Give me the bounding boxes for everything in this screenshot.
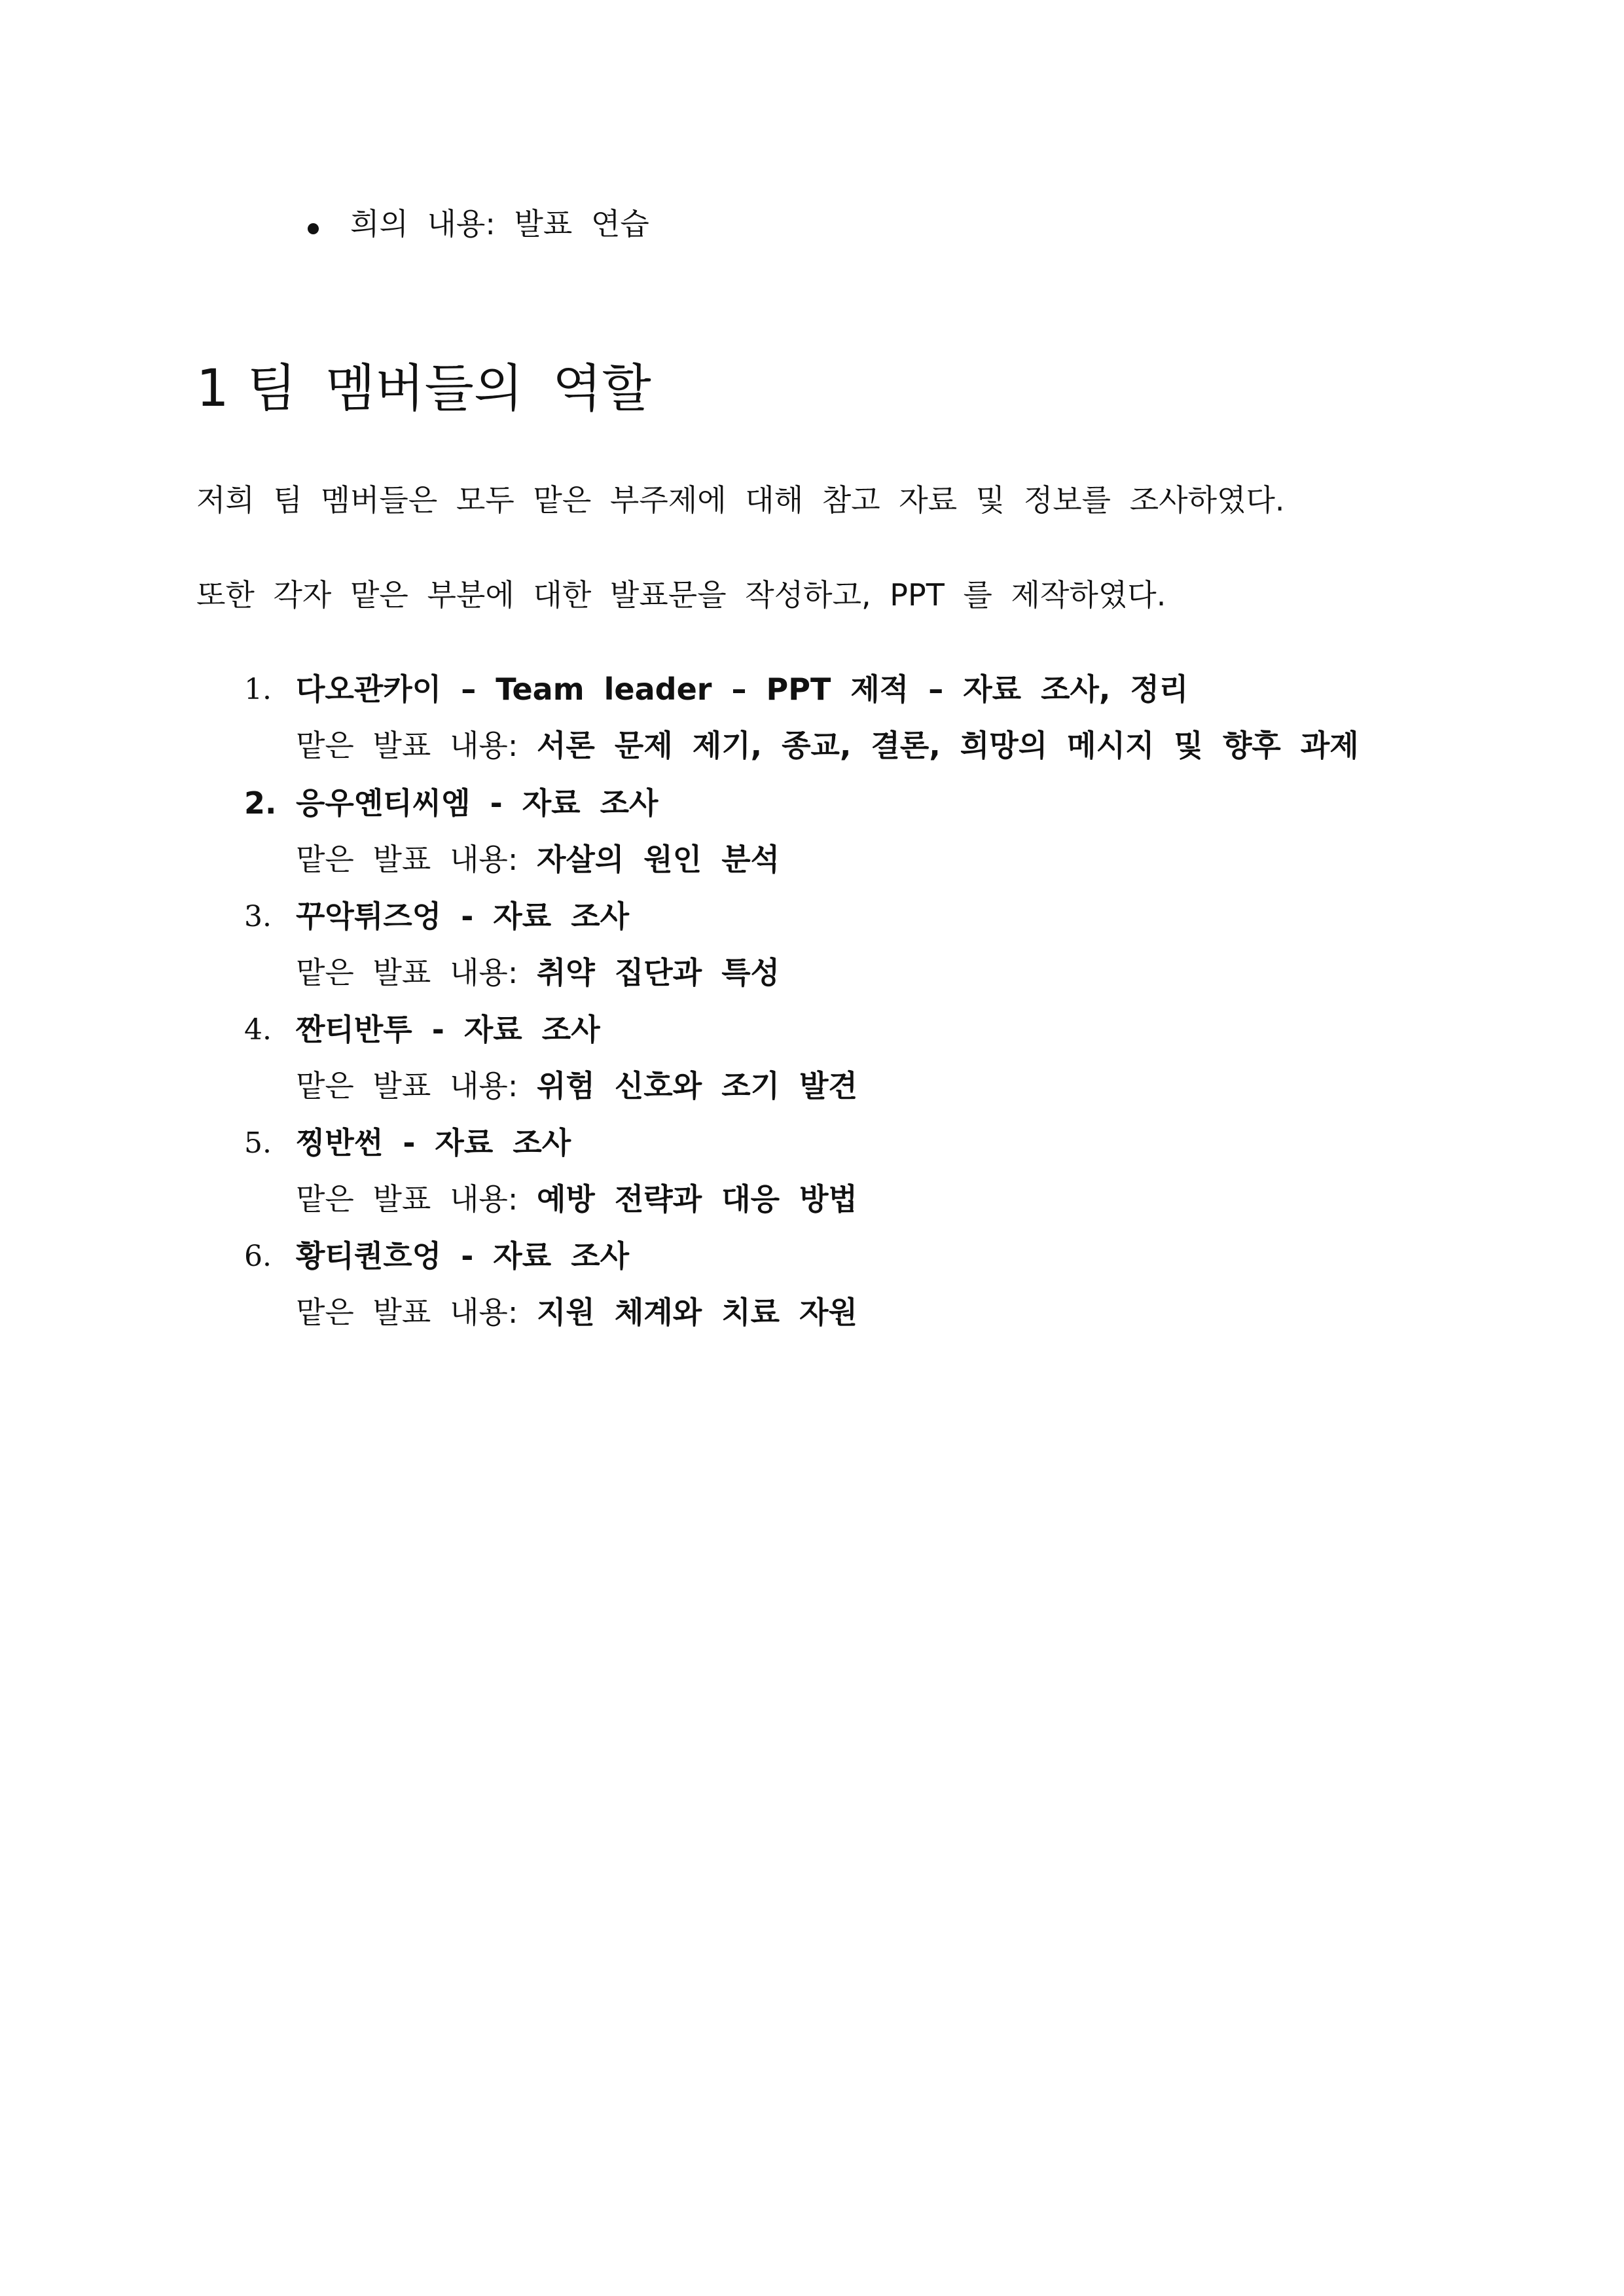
topic-text: 예방 전략과 대응 방법 (536, 1181, 857, 1217)
paragraph-research: 저희 팀 멤버들은 모두 맡은 부주제에 대해 참고 자료 및 정보를 조사하였다. (196, 482, 1285, 518)
member-title: 꾸악튀즈엉 - 자료 조사 (296, 899, 630, 934)
member-topic-line (296, 1181, 857, 1217)
section-title: 팀 멤버들의 역할 (247, 359, 651, 418)
section-heading (196, 359, 651, 420)
list-number: 4. (244, 1013, 272, 1047)
member-title: 다오관카이 – Team leader – PPT 제적 – 자료 조사, 정리 (296, 672, 1189, 707)
list-number: 5. (244, 1126, 272, 1160)
member-topic-line (296, 842, 780, 878)
topic-text: 서론 문제 제기, 종교, 결론, 희망의 메시지 및 향후 과제 (536, 728, 1359, 763)
topic-text: 취약 집단과 특성 (536, 955, 780, 990)
topic-text: 지원 체계와 치료 자원 (536, 1295, 857, 1330)
member-topic-line (296, 1068, 857, 1104)
bullet-icon (308, 223, 319, 234)
topic-text: 위험 신호와 조기 발견 (536, 1068, 857, 1103)
meeting-agenda-text: 희의 내용: 발표 연습 (350, 206, 649, 242)
list-number: 3. (244, 900, 272, 933)
topic-label: 맡은 발표 내용: (296, 955, 518, 990)
list-number: 6. (244, 1240, 272, 1273)
member-title: 짠티반투 - 자료 조사 (296, 1012, 600, 1047)
list-number: 1. (244, 673, 272, 706)
member-topic-line (296, 1295, 857, 1331)
list-number: 2. (244, 785, 277, 821)
member-topic-line (296, 955, 780, 991)
section-number: 1 (196, 359, 229, 418)
topic-label: 맡은 발표 내용: (296, 1295, 518, 1330)
topic-label: 맡은 발표 내용: (296, 842, 518, 877)
topic-label: 맡은 발표 내용: (296, 1181, 518, 1217)
topic-label: 맡은 발표 내용: (296, 728, 518, 763)
topic-text: 자살의 원인 분석 (536, 842, 780, 877)
member-topic-line (296, 728, 1359, 764)
member-title: 응우옌티씨엠 - 자료 조사 (296, 785, 659, 821)
topic-label: 맡은 발표 내용: (296, 1068, 518, 1103)
member-title: 찡반썬 - 자료 조사 (296, 1125, 571, 1160)
member-title: 황티퀀흐엉 - 자료 조사 (296, 1238, 630, 1274)
paragraph-presentation: 또한 각자 맡은 부분에 대한 발표문을 작성하고, PPT 를 제작하였다. (196, 577, 1166, 613)
